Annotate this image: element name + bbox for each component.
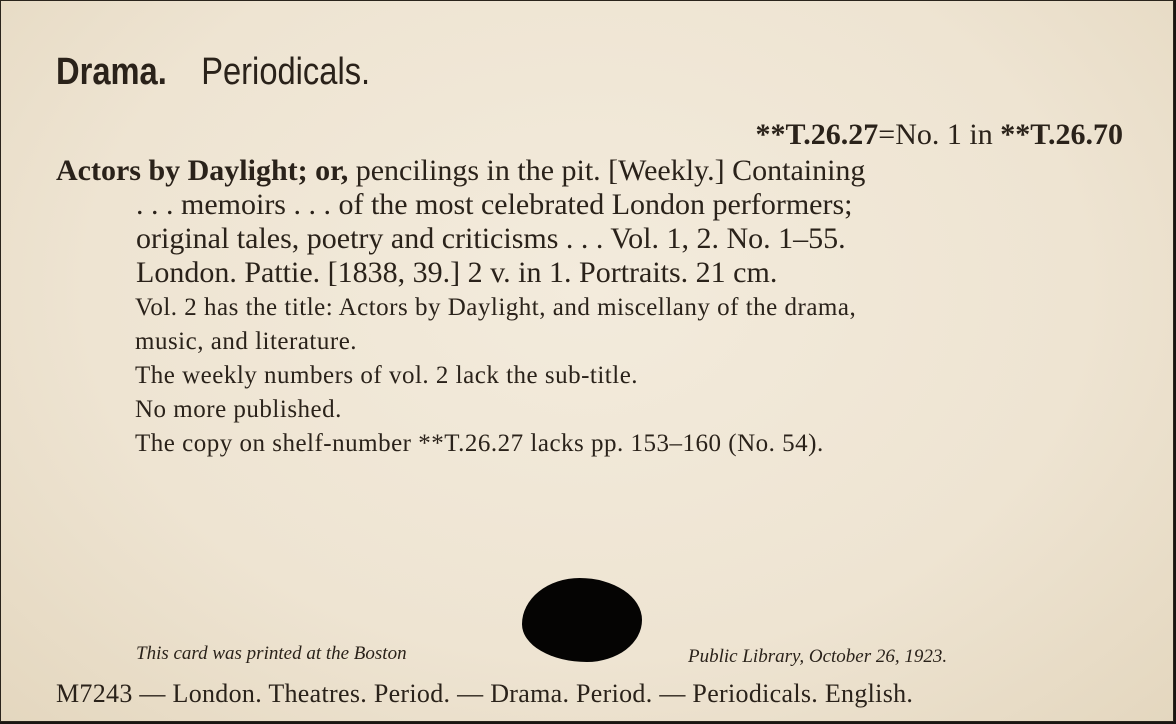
entry-line: . . . memoirs . . . of the most celebrated London performers; [136, 188, 853, 221]
note-line: The copy on shelf-number **T.26.27 lacks pp. 153–160 (No. 54). [135, 430, 824, 457]
entry-line: original tales, poetry and criticisms . . . Vol. 1, 2. No. 1–55. [136, 222, 846, 255]
call-number-primary: **T.26.27 [755, 118, 879, 151]
note-line: No more published. [135, 396, 342, 423]
tracings-line: M7243 — London. Theatres. Period. — Drama. Period. — Periodicals. English. [56, 679, 914, 708]
subject-term: Drama. [56, 51, 167, 93]
printer-note-right: Public Library, October 26, 1923. [688, 646, 948, 667]
call-number [755, 118, 1123, 152]
notes-section [135, 291, 1135, 461]
printer-note-left: This card was printed at the Boston [136, 643, 407, 664]
bibliographic-entry [56, 154, 1131, 290]
note-line: The weekly numbers of vol. 2 lack the sub-title. [135, 362, 639, 389]
subject-heading [56, 51, 370, 94]
subject-subdivision: Periodicals. [201, 51, 371, 93]
call-number-secondary: **T.26.70 [1000, 118, 1123, 151]
title-main: Actors by Daylight; or, [56, 154, 349, 187]
title-rest: pencilings in the pit. [Weekly.] Containing [348, 154, 866, 187]
note-line: Vol. 2 has the title: Actors by Daylight, and miscellany of the drama, [135, 294, 857, 321]
entry-line: London. Pattie. [1838, 39.] 2 v. in 1. Portraits. 21 cm. [136, 256, 778, 289]
card-punch-hole [522, 578, 642, 662]
note-line: music, and literature. [135, 328, 358, 355]
call-number-relation: =No. 1 in [878, 118, 1001, 151]
title-line [56, 154, 1131, 188]
